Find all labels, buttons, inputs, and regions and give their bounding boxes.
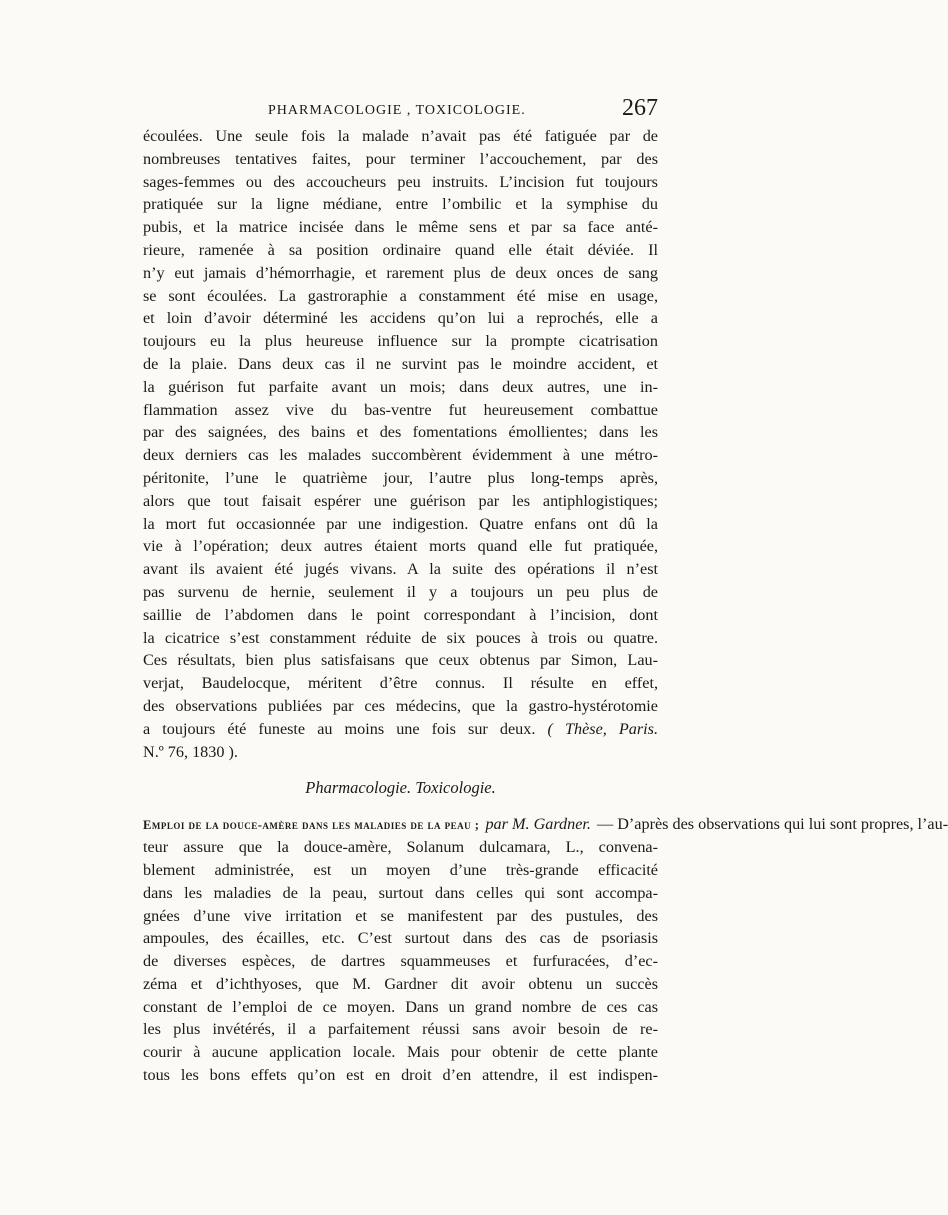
text-line: rieure, ramenée à sa position ordinaire quand elle était déviée. Il bbox=[143, 240, 658, 259]
text-line: toujours eu la plus heureuse influence sur la prompte cicatrisation bbox=[143, 332, 658, 351]
text-line: deux derniers cas les malades succombèrent évidemment à une métro- bbox=[143, 446, 658, 465]
book-page bbox=[143, 95, 948, 1087]
text-line: sages-femmes ou des accoucheurs peu instruits. L’incision fut toujours bbox=[143, 172, 658, 191]
running-head: PHARMACOLOGIE , TOXICOLOGIE. bbox=[268, 103, 526, 118]
text-line: pratiquée sur la ligne médiane, entre l’ombilic et la symphise du bbox=[143, 195, 658, 214]
text-line: n’y eut jamais d’hémorrhagie, et rarement plus de deux onces de sang bbox=[143, 263, 658, 282]
text-line: la mort fut occasionnée par une indigestion. Quatre enfans ont dû la bbox=[143, 514, 658, 533]
paragraph-cesarean-results bbox=[143, 125, 658, 763]
article-first-line bbox=[143, 813, 948, 836]
article-dulcamara bbox=[143, 813, 948, 1087]
text-segment: — D’après des observations qui lui sont propres, l’au- bbox=[596, 815, 948, 834]
text-line: avant ils avaient été jugés vivans. A la suite des opérations il n’est bbox=[143, 560, 658, 579]
text-line: et loin d’avoir déterminé les accidens qu’on lui a reprochés, elle a bbox=[143, 309, 658, 328]
text-line: verjat, Baudelocque, méritent d’être connus. Il résulte en effet, bbox=[143, 674, 658, 693]
text-line: la cicatrice s’est constamment réduite de six pouces à trois ou quatre. bbox=[143, 628, 658, 647]
text-line: les plus invétérés, il a parfaitement réussi sans avoir besoin de re- bbox=[143, 1020, 658, 1039]
text-line: courir à aucune application locale. Mais pour obtenir de cette plante bbox=[143, 1043, 658, 1062]
text-line: de diverses espèces, de dartres squammeuses et furfuracées, d’ec- bbox=[143, 952, 658, 971]
text-line: pubis, et la matrice incisée dans le même sens et par sa face anté- bbox=[143, 218, 658, 237]
text-line: vie à l’opération; deux autres étaient morts quand elle fut pratiquée, bbox=[143, 537, 658, 556]
text-line: nombreuses tentatives faites, pour terminer l’accouchement, par des bbox=[143, 149, 658, 168]
text-line: dans les maladies de la peau, surtout dans celles qui sont accompa- bbox=[143, 883, 658, 902]
text-line: ampoules, des écailles, etc. C’est surtout dans des cas de psoriasis bbox=[143, 929, 658, 948]
text-line: pas survenu de hernie, seulement il y a toujours un peu plus de bbox=[143, 582, 658, 601]
text-line: constant de l’emploi de ce moyen. Dans un grand nombre de ces cas bbox=[143, 997, 658, 1016]
text-line: écoulées. Une seule fois la malade n’avait pas été fatiguée par de bbox=[143, 127, 658, 145]
text-line: des observations publiées par ces médecins, que la gastro-hystérotomie bbox=[143, 696, 658, 715]
text-line: tous les bons effets qu’on est en droit d’en attendre, il est indispen- bbox=[143, 1066, 658, 1085]
page-header bbox=[143, 95, 658, 125]
text-segment: a toujours été funeste au moins une fois sur deux. bbox=[143, 719, 536, 738]
text-line: zéma et d’ichthyoses, que M. Gardner dit avoir obtenu un succès bbox=[143, 974, 658, 993]
source-citation: ( Thèse, Paris. bbox=[547, 719, 659, 738]
text-line: blement administrée, est un moyen d’une très-grande efficacité bbox=[143, 860, 658, 879]
text-line: se sont écoulées. La gastroraphie a constamment été mise en usage, bbox=[143, 286, 658, 305]
text-line: de la plaie. Dans deux cas il ne survint pas le moindre accident, et bbox=[143, 354, 658, 373]
text-line-last: N.º 76, 1830 ). bbox=[143, 742, 238, 761]
page-number: 267 bbox=[622, 95, 658, 121]
text-line: la guérison fut parfaite avant un mois; dans deux autres, une in- bbox=[143, 377, 658, 396]
text-line: alors que tout faisait espérer une guérison par les antiphlogistiques; bbox=[143, 491, 658, 510]
text-line: saillie de l’abdomen dans le point correspondant à l’incision, dont bbox=[143, 605, 658, 624]
section-title: Pharmacologie. Toxicologie. bbox=[305, 778, 496, 798]
article-title: Emploi de la douce-amère dans les maladies de la peau ; bbox=[143, 818, 480, 833]
text-line: gnées d’une vive irritation et se manifestent par des pustules, des bbox=[143, 906, 658, 925]
text-line: teur assure que la douce-amère, Solanum dulcamara, L., convena- bbox=[143, 838, 658, 857]
text-line: péritonite, l’une le quatrième jour, l’autre plus long-temps après, bbox=[143, 468, 658, 487]
text-line: flammation assez vive du bas-ventre fut heureusement combattue bbox=[143, 400, 658, 419]
text-line-with-citation bbox=[143, 718, 658, 741]
article-byline: par M. Gardner. bbox=[485, 815, 591, 834]
text-line: par des saignées, des bains et des fomentations émollientes; dans les bbox=[143, 423, 658, 442]
text-line: Ces résultats, bien plus satisfaisans que ceux obtenus par Simon, Lau- bbox=[143, 651, 658, 670]
